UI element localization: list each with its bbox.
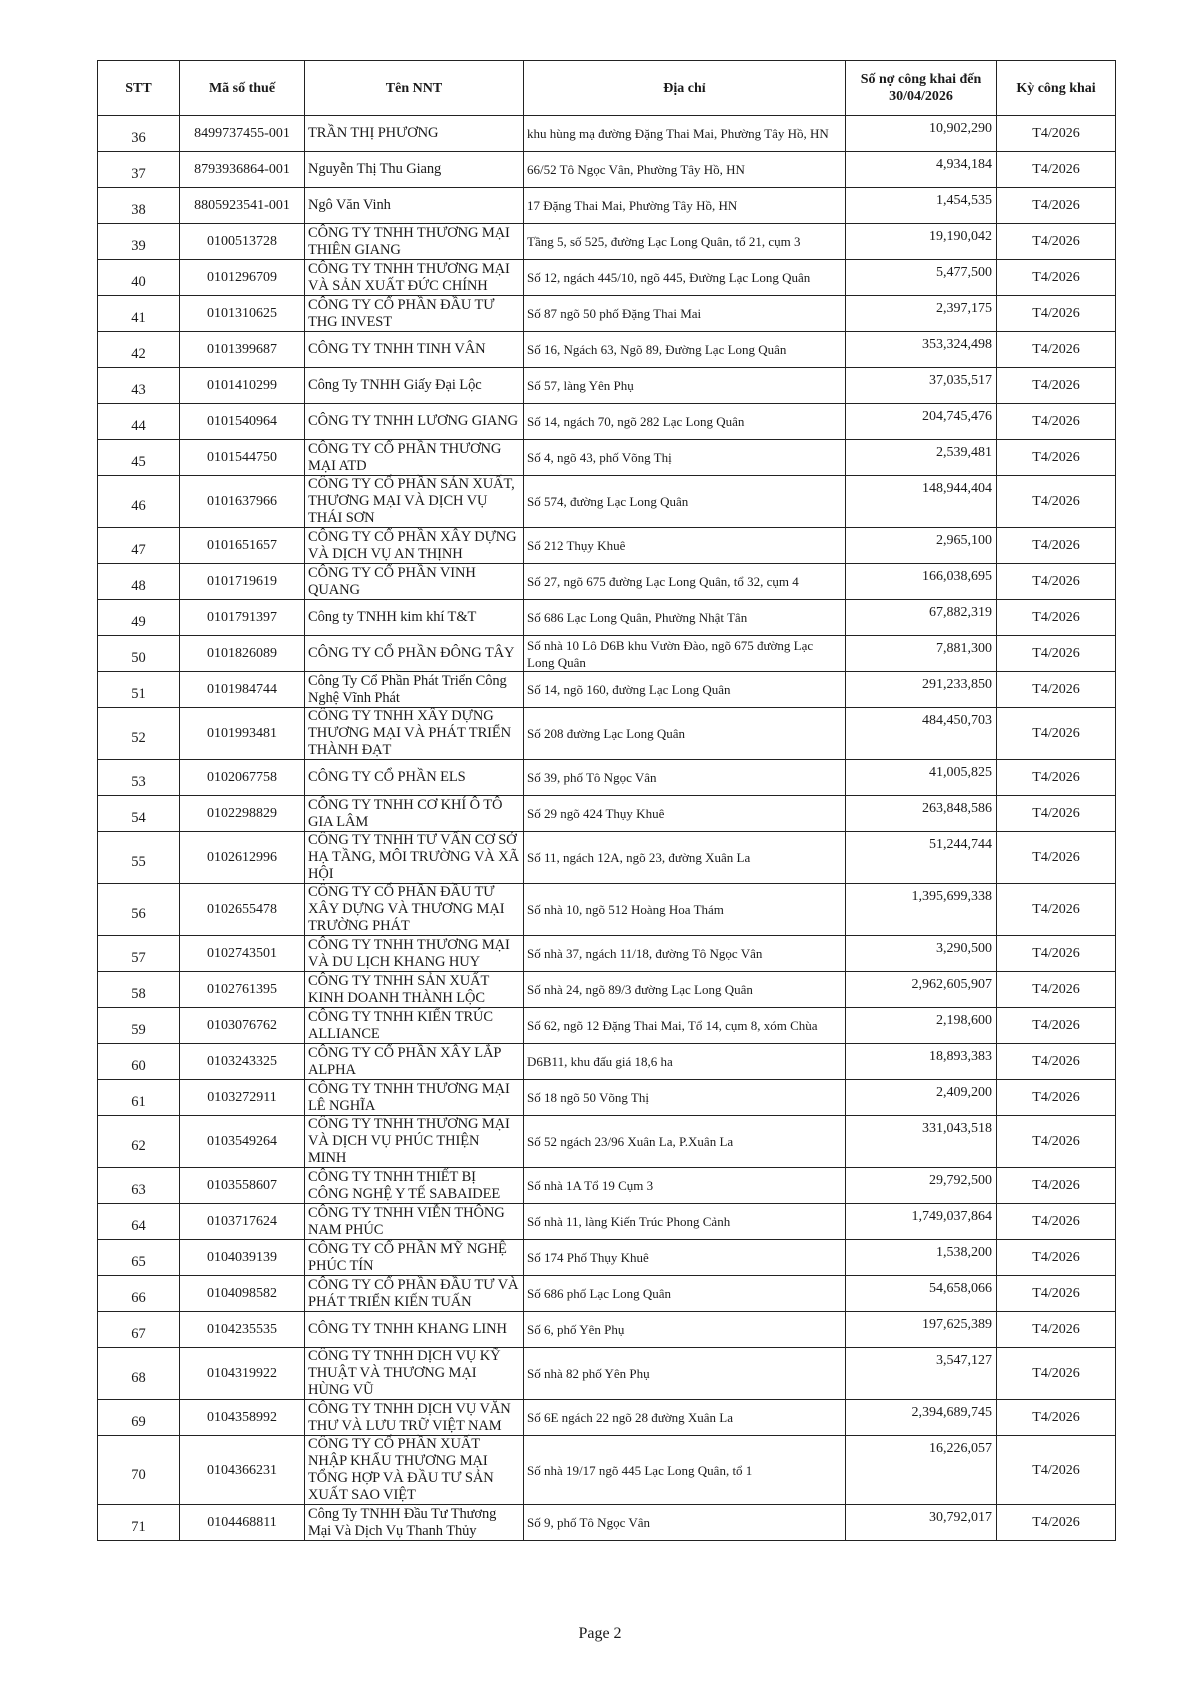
period-cell: T4/2026 bbox=[997, 260, 1116, 296]
table-row bbox=[98, 564, 1116, 600]
debt-amount-cell: 1,395,699,338 bbox=[846, 884, 997, 936]
taxpayer-name-cell: Công Ty TNHH Đầu Tư Thương Mại Và Dịch Vụ Thanh Thủy bbox=[305, 1505, 524, 1541]
taxpayer-name-cell: CÔNG TY TNHH THƯƠNG MẠI VÀ DU LỊCH KHANG HUY bbox=[305, 936, 524, 972]
period-cell: T4/2026 bbox=[997, 672, 1116, 708]
tax-code-cell: 0104319922 bbox=[180, 1348, 305, 1400]
period-cell: T4/2026 bbox=[997, 1312, 1116, 1348]
address-cell: Số 29 ngõ 424 Thụy Khuê bbox=[524, 796, 846, 832]
tax-code-cell: 8805923541-001 bbox=[180, 188, 305, 224]
debt-amount-cell: 166,038,695 bbox=[846, 564, 997, 600]
taxpayer-name-cell: CÔNG TY TNHH DỊCH VỤ VĂN THƯ VÀ LƯU TRỮ VIỆT NAM bbox=[305, 1400, 524, 1436]
stt-cell: 45 bbox=[98, 440, 180, 476]
stt-cell: 70 bbox=[98, 1436, 180, 1505]
stt-cell: 41 bbox=[98, 296, 180, 332]
address-cell: Số nhà 24, ngõ 89/3 đường Lạc Long Quân bbox=[524, 972, 846, 1008]
table-row bbox=[98, 404, 1116, 440]
stt-cell: 68 bbox=[98, 1348, 180, 1400]
period-cell: T4/2026 bbox=[997, 936, 1116, 972]
tax-code-cell: 0104468811 bbox=[180, 1505, 305, 1541]
period-cell: T4/2026 bbox=[997, 476, 1116, 528]
stt-cell: 61 bbox=[98, 1080, 180, 1116]
tax-code-cell: 0103558607 bbox=[180, 1168, 305, 1204]
table-row bbox=[98, 1080, 1116, 1116]
taxpayer-name-cell: Công Ty Cổ Phần Phát Triển Công Nghệ Vĩnh Phát bbox=[305, 672, 524, 708]
stt-cell: 51 bbox=[98, 672, 180, 708]
stt-cell: 63 bbox=[98, 1168, 180, 1204]
tax-code-cell: 0103549264 bbox=[180, 1116, 305, 1168]
table-row bbox=[98, 476, 1116, 528]
table-row bbox=[98, 796, 1116, 832]
address-cell: Số 6, phố Yên Phụ bbox=[524, 1312, 846, 1348]
tax-code-cell: 0103076762 bbox=[180, 1008, 305, 1044]
debt-amount-cell: 2,397,175 bbox=[846, 296, 997, 332]
taxpayer-name-cell: CÔNG TY CỔ PHẦN XÂY LẮP ALPHA bbox=[305, 1044, 524, 1080]
table-row bbox=[98, 224, 1116, 260]
tax-code-cell: 0104098582 bbox=[180, 1276, 305, 1312]
tax-code-cell: 0101984744 bbox=[180, 672, 305, 708]
period-cell: T4/2026 bbox=[997, 1008, 1116, 1044]
tax-code-cell: 0104039139 bbox=[180, 1240, 305, 1276]
taxpayer-name-cell: CÔNG TY TNHH SẢN XUẤT KINH DOANH THÀNH LỘC bbox=[305, 972, 524, 1008]
taxpayer-name-cell: CÔNG TY CỔ PHẦN THƯƠNG MẠI ATD bbox=[305, 440, 524, 476]
period-cell: T4/2026 bbox=[997, 636, 1116, 672]
stt-cell: 44 bbox=[98, 404, 180, 440]
debt-amount-cell: 7,881,300 bbox=[846, 636, 997, 672]
taxpayer-name-cell: CÔNG TY TNHH VIỄN THÔNG NAM PHÚC bbox=[305, 1204, 524, 1240]
table-row bbox=[98, 1116, 1116, 1168]
tax-code-cell: 0103243325 bbox=[180, 1044, 305, 1080]
stt-cell: 66 bbox=[98, 1276, 180, 1312]
stt-cell: 46 bbox=[98, 476, 180, 528]
tax-code-cell: 0102298829 bbox=[180, 796, 305, 832]
address-cell: Số 11, ngách 12A, ngõ 23, đường Xuân La bbox=[524, 832, 846, 884]
debt-amount-cell: 5,477,500 bbox=[846, 260, 997, 296]
table-row bbox=[98, 600, 1116, 636]
taxpayer-name-cell: CÔNG TY TNHH DỊCH VỤ KỸ THUẬT VÀ THƯƠNG MẠI HÙNG VŨ bbox=[305, 1348, 524, 1400]
address-cell: Số nhà 10, ngõ 512 Hoàng Hoa Thám bbox=[524, 884, 846, 936]
debt-amount-cell: 353,324,498 bbox=[846, 332, 997, 368]
address-cell: Số 87 ngõ 50 phố Đặng Thai Mai bbox=[524, 296, 846, 332]
period-cell: T4/2026 bbox=[997, 760, 1116, 796]
address-cell: Số 686 phố Lạc Long Quân bbox=[524, 1276, 846, 1312]
taxpayer-name-cell: Công Ty TNHH Giấy Đại Lộc bbox=[305, 368, 524, 404]
table-row bbox=[98, 440, 1116, 476]
period-cell: T4/2026 bbox=[997, 1276, 1116, 1312]
taxpayer-name-cell: CÔNG TY CỔ PHẦN ELS bbox=[305, 760, 524, 796]
tax-code-cell: 0101651657 bbox=[180, 528, 305, 564]
debt-amount-cell: 1,454,535 bbox=[846, 188, 997, 224]
address-cell: Số nhà 10 Lô D6B khu Vườn Đào, ngõ 675 đường Lạc Long Quân bbox=[524, 636, 846, 672]
taxpayer-name-cell: CÔNG TY CỔ PHẦN XUẤT NHẬP KHẨU THƯƠNG MẠI TỔNG HỢP VÀ ĐẦU TƯ SẢN XUẤT SAO VIỆT bbox=[305, 1436, 524, 1505]
address-cell: Số 6E ngách 22 ngõ 28 đường Xuân La bbox=[524, 1400, 846, 1436]
debt-amount-cell: 51,244,744 bbox=[846, 832, 997, 884]
address-cell: Số 16, Ngách 63, Ngõ 89, Đường Lạc Long Quân bbox=[524, 332, 846, 368]
table-row bbox=[98, 1168, 1116, 1204]
address-cell: Số 12, ngách 445/10, ngõ 445, Đường Lạc Long Quân bbox=[524, 260, 846, 296]
period-cell: T4/2026 bbox=[997, 296, 1116, 332]
table-row bbox=[98, 1276, 1116, 1312]
period-cell: T4/2026 bbox=[997, 188, 1116, 224]
tax-code-cell: 0101791397 bbox=[180, 600, 305, 636]
table-row bbox=[98, 1400, 1116, 1436]
table-row bbox=[98, 528, 1116, 564]
table-row bbox=[98, 672, 1116, 708]
stt-cell: 65 bbox=[98, 1240, 180, 1276]
table-body bbox=[98, 116, 1116, 1541]
header-address: Địa chỉ bbox=[524, 61, 846, 116]
table-header bbox=[98, 61, 1116, 116]
stt-cell: 37 bbox=[98, 152, 180, 188]
taxpayer-name-cell: Nguyễn Thị Thu Giang bbox=[305, 152, 524, 188]
period-cell: T4/2026 bbox=[997, 832, 1116, 884]
table-row bbox=[98, 332, 1116, 368]
tax-code-cell: 0101719619 bbox=[180, 564, 305, 600]
taxpayer-name-cell: CÔNG TY CỔ PHẦN VINH QUANG bbox=[305, 564, 524, 600]
period-cell: T4/2026 bbox=[997, 332, 1116, 368]
table-row bbox=[98, 636, 1116, 672]
debt-amount-cell: 3,290,500 bbox=[846, 936, 997, 972]
table-row bbox=[98, 1240, 1116, 1276]
table-row bbox=[98, 116, 1116, 152]
address-cell: Số 52 ngách 23/96 Xuân La, P.Xuân La bbox=[524, 1116, 846, 1168]
taxpayer-name-cell: CÔNG TY TNHH TƯ VẤN CƠ SỞ HẠ TẦNG, MÔI TRƯỜNG VÀ XÃ HỘI bbox=[305, 832, 524, 884]
table-row bbox=[98, 972, 1116, 1008]
tax-code-cell: 0101410299 bbox=[180, 368, 305, 404]
address-cell: Số 9, phố Tô Ngọc Vân bbox=[524, 1505, 846, 1541]
debt-amount-cell: 16,226,057 bbox=[846, 1436, 997, 1505]
tax-debt-table-sheet bbox=[97, 60, 1115, 1541]
tax-code-cell: 0101993481 bbox=[180, 708, 305, 760]
taxpayer-name-cell: CÔNG TY CỔ PHẦN XÂY DỰNG VÀ DỊCH VỤ AN THỊNH bbox=[305, 528, 524, 564]
period-cell: T4/2026 bbox=[997, 1044, 1116, 1080]
debt-amount-cell: 37,035,517 bbox=[846, 368, 997, 404]
period-cell: T4/2026 bbox=[997, 1168, 1116, 1204]
address-cell: Số 574, đường Lạc Long Quân bbox=[524, 476, 846, 528]
stt-cell: 53 bbox=[98, 760, 180, 796]
address-cell: Số nhà 19/17 ngõ 445 Lạc Long Quân, tổ 1 bbox=[524, 1436, 846, 1505]
stt-cell: 39 bbox=[98, 224, 180, 260]
debt-amount-cell: 41,005,825 bbox=[846, 760, 997, 796]
debt-amount-cell: 148,944,404 bbox=[846, 476, 997, 528]
period-cell: T4/2026 bbox=[997, 972, 1116, 1008]
address-cell: Số 18 ngõ 50 Võng Thị bbox=[524, 1080, 846, 1116]
table-row bbox=[98, 1436, 1116, 1505]
tax-code-cell: 8499737455-001 bbox=[180, 116, 305, 152]
stt-cell: 54 bbox=[98, 796, 180, 832]
table-row bbox=[98, 1312, 1116, 1348]
debt-amount-cell: 204,745,476 bbox=[846, 404, 997, 440]
period-cell: T4/2026 bbox=[997, 368, 1116, 404]
address-cell: D6B11, khu đấu giá 18,6 ha bbox=[524, 1044, 846, 1080]
tax-code-cell: 0101296709 bbox=[180, 260, 305, 296]
debt-amount-cell: 291,233,850 bbox=[846, 672, 997, 708]
address-cell: Số 208 đường Lạc Long Quân bbox=[524, 708, 846, 760]
taxpayer-name-cell: CÔNG TY TNHH THƯƠNG MẠI LÊ NGHĨA bbox=[305, 1080, 524, 1116]
address-cell: Số 62, ngõ 12 Đặng Thai Mai, Tổ 14, cụm 8, xóm Chùa bbox=[524, 1008, 846, 1044]
stt-cell: 48 bbox=[98, 564, 180, 600]
taxpayer-name-cell: CÔNG TY TNHH XÂY DỰNG THƯƠNG MẠI VÀ PHÁT TRIỂN THÀNH ĐẠT bbox=[305, 708, 524, 760]
table-row bbox=[98, 1505, 1116, 1541]
table-row bbox=[98, 1044, 1116, 1080]
taxpayer-name-cell: CÔNG TY CỔ PHẦN ĐẦU TƯ THG INVEST bbox=[305, 296, 524, 332]
address-cell: Số 39, phố Tô Ngọc Vân bbox=[524, 760, 846, 796]
header-taxpayer-name: Tên NNT bbox=[305, 61, 524, 116]
taxpayer-name-cell: CÔNG TY CỔ PHẦN ĐẦU TƯ XÂY DỰNG VÀ THƯƠNG MẠI TRƯỜNG PHÁT bbox=[305, 884, 524, 936]
table-row bbox=[98, 296, 1116, 332]
taxpayer-name-cell: CÔNG TY TNHH TINH VÂN bbox=[305, 332, 524, 368]
debt-amount-cell: 2,962,605,907 bbox=[846, 972, 997, 1008]
period-cell: T4/2026 bbox=[997, 116, 1116, 152]
table-row bbox=[98, 708, 1116, 760]
debt-amount-cell: 197,625,389 bbox=[846, 1312, 997, 1348]
stt-cell: 50 bbox=[98, 636, 180, 672]
stt-cell: 67 bbox=[98, 1312, 180, 1348]
debt-amount-cell: 30,792,017 bbox=[846, 1505, 997, 1541]
period-cell: T4/2026 bbox=[997, 796, 1116, 832]
taxpayer-name-cell: CÔNG TY CỔ PHẦN ĐÔNG TÂY bbox=[305, 636, 524, 672]
taxpayer-name-cell: CÔNG TY TNHH THƯƠNG MẠI VÀ DỊCH VỤ PHÚC THIỆN MINH bbox=[305, 1116, 524, 1168]
taxpayer-name-cell: CÔNG TY TNHH THIẾT BỊ CÔNG NGHỆ Y TẾ SABAIDEE bbox=[305, 1168, 524, 1204]
debt-amount-cell: 2,965,100 bbox=[846, 528, 997, 564]
table-row bbox=[98, 260, 1116, 296]
address-cell: Số nhà 82 phố Yên Phụ bbox=[524, 1348, 846, 1400]
header-row bbox=[98, 61, 1116, 116]
table-row bbox=[98, 884, 1116, 936]
period-cell: T4/2026 bbox=[997, 224, 1116, 260]
stt-cell: 56 bbox=[98, 884, 180, 936]
tax-debt-table bbox=[97, 60, 1116, 1541]
address-cell: Tầng 5, số 525, đường Lạc Long Quân, tổ 21, cụm 3 bbox=[524, 224, 846, 260]
debt-amount-cell: 331,043,518 bbox=[846, 1116, 997, 1168]
stt-cell: 36 bbox=[98, 116, 180, 152]
period-cell: T4/2026 bbox=[997, 1080, 1116, 1116]
tax-code-cell: 0100513728 bbox=[180, 224, 305, 260]
tax-code-cell: 0103272911 bbox=[180, 1080, 305, 1116]
stt-cell: 43 bbox=[98, 368, 180, 404]
stt-cell: 38 bbox=[98, 188, 180, 224]
stt-cell: 49 bbox=[98, 600, 180, 636]
address-cell: 17 Đặng Thai Mai, Phường Tây Hồ, HN bbox=[524, 188, 846, 224]
taxpayer-name-cell: Công ty TNHH kim khí T&T bbox=[305, 600, 524, 636]
stt-cell: 42 bbox=[98, 332, 180, 368]
address-cell: khu hùng mạ đường Đặng Thai Mai, Phường Tây Hồ, HN bbox=[524, 116, 846, 152]
stt-cell: 60 bbox=[98, 1044, 180, 1080]
header-tax-code: Mã số thuế bbox=[180, 61, 305, 116]
tax-code-cell: 0102743501 bbox=[180, 936, 305, 972]
stt-cell: 47 bbox=[98, 528, 180, 564]
debt-amount-cell: 19,190,042 bbox=[846, 224, 997, 260]
debt-amount-cell: 2,394,689,745 bbox=[846, 1400, 997, 1436]
taxpayer-name-cell: Ngô Văn Vinh bbox=[305, 188, 524, 224]
address-cell: Số 27, ngõ 675 đường Lạc Long Quân, tổ 32, cụm 4 bbox=[524, 564, 846, 600]
table-row bbox=[98, 1204, 1116, 1240]
tax-code-cell: 0102612996 bbox=[180, 832, 305, 884]
tax-code-cell: 0104235535 bbox=[180, 1312, 305, 1348]
taxpayer-name-cell: CÔNG TY CỔ PHẦN ĐẦU TƯ VÀ PHÁT TRIỂN KIẾN TUẤN bbox=[305, 1276, 524, 1312]
taxpayer-name-cell: TRẦN THỊ PHƯƠNG bbox=[305, 116, 524, 152]
debt-amount-cell: 484,450,703 bbox=[846, 708, 997, 760]
stt-cell: 64 bbox=[98, 1204, 180, 1240]
period-cell: T4/2026 bbox=[997, 1348, 1116, 1400]
stt-cell: 55 bbox=[98, 832, 180, 884]
address-cell: Số nhà 37, ngách 11/18, đường Tô Ngọc Vân bbox=[524, 936, 846, 972]
period-cell: T4/2026 bbox=[997, 1436, 1116, 1505]
debt-amount-cell: 1,538,200 bbox=[846, 1240, 997, 1276]
debt-amount-cell: 2,409,200 bbox=[846, 1080, 997, 1116]
debt-amount-cell: 4,934,184 bbox=[846, 152, 997, 188]
address-cell: Số 174 Phố Thụy Khuê bbox=[524, 1240, 846, 1276]
address-cell: Số 212 Thụy Khuê bbox=[524, 528, 846, 564]
period-cell: T4/2026 bbox=[997, 1505, 1116, 1541]
period-cell: T4/2026 bbox=[997, 1204, 1116, 1240]
stt-cell: 52 bbox=[98, 708, 180, 760]
taxpayer-name-cell: CÔNG TY TNHH THƯƠNG MẠI VÀ SẢN XUẤT ĐỨC CHÍNH bbox=[305, 260, 524, 296]
tax-code-cell: 0101399687 bbox=[180, 332, 305, 368]
tax-code-cell: 0102761395 bbox=[180, 972, 305, 1008]
page-number: Page 2 bbox=[578, 1625, 622, 1642]
tax-code-cell: 0101637966 bbox=[180, 476, 305, 528]
stt-cell: 57 bbox=[98, 936, 180, 972]
address-cell: Số 4, ngõ 43, phố Võng Thị bbox=[524, 440, 846, 476]
stt-cell: 62 bbox=[98, 1116, 180, 1168]
tax-code-cell: 0101826089 bbox=[180, 636, 305, 672]
debt-amount-cell: 263,848,586 bbox=[846, 796, 997, 832]
header-period: Kỳ công khai bbox=[997, 61, 1116, 116]
debt-amount-cell: 3,547,127 bbox=[846, 1348, 997, 1400]
address-cell: Số 686 Lạc Long Quân, Phường Nhật Tân bbox=[524, 600, 846, 636]
table-row bbox=[98, 368, 1116, 404]
taxpayer-name-cell: CÔNG TY CỔ PHẦN SẢN XUẤT, THƯƠNG MẠI VÀ DỊCH VỤ THÁI SƠN bbox=[305, 476, 524, 528]
address-cell: Số 14, ngách 70, ngõ 282 Lạc Long Quân bbox=[524, 404, 846, 440]
debt-amount-cell: 54,658,066 bbox=[846, 1276, 997, 1312]
table-row bbox=[98, 760, 1116, 796]
stt-cell: 58 bbox=[98, 972, 180, 1008]
stt-cell: 71 bbox=[98, 1505, 180, 1541]
period-cell: T4/2026 bbox=[997, 1116, 1116, 1168]
tax-code-cell: 0101544750 bbox=[180, 440, 305, 476]
taxpayer-name-cell: CÔNG TY TNHH LƯƠNG GIANG bbox=[305, 404, 524, 440]
taxpayer-name-cell: CÔNG TY TNHH KIẾN TRÚC ALLIANCE bbox=[305, 1008, 524, 1044]
stt-cell: 40 bbox=[98, 260, 180, 296]
address-cell: 66/52 Tô Ngọc Vân, Phường Tây Hồ, HN bbox=[524, 152, 846, 188]
table-row bbox=[98, 188, 1116, 224]
stt-cell: 59 bbox=[98, 1008, 180, 1044]
tax-code-cell: 0101310625 bbox=[180, 296, 305, 332]
table-row bbox=[98, 936, 1116, 972]
address-cell: Số 14, ngõ 160, đường Lạc Long Quân bbox=[524, 672, 846, 708]
address-cell: Số nhà 1A Tổ 19 Cụm 3 bbox=[524, 1168, 846, 1204]
tax-code-cell: 0102655478 bbox=[180, 884, 305, 936]
debt-amount-cell: 2,539,481 bbox=[846, 440, 997, 476]
period-cell: T4/2026 bbox=[997, 152, 1116, 188]
debt-amount-cell: 67,882,319 bbox=[846, 600, 997, 636]
period-cell: T4/2026 bbox=[997, 1400, 1116, 1436]
period-cell: T4/2026 bbox=[997, 600, 1116, 636]
tax-code-cell: 0101540964 bbox=[180, 404, 305, 440]
header-stt: STT bbox=[98, 61, 180, 116]
period-cell: T4/2026 bbox=[997, 528, 1116, 564]
period-cell: T4/2026 bbox=[997, 404, 1116, 440]
debt-amount-cell: 18,893,383 bbox=[846, 1044, 997, 1080]
tax-code-cell: 0104358992 bbox=[180, 1400, 305, 1436]
address-cell: Số nhà 11, làng Kiến Trúc Phong Cảnh bbox=[524, 1204, 846, 1240]
debt-amount-cell: 2,198,600 bbox=[846, 1008, 997, 1044]
debt-amount-cell: 1,749,037,864 bbox=[846, 1204, 997, 1240]
period-cell: T4/2026 bbox=[997, 884, 1116, 936]
taxpayer-name-cell: CÔNG TY TNHH CƠ KHÍ Ô TÔ GIA LÂM bbox=[305, 796, 524, 832]
taxpayer-name-cell: CÔNG TY CỔ PHẦN MỸ NGHỆ PHÚC TÍN bbox=[305, 1240, 524, 1276]
period-cell: T4/2026 bbox=[997, 708, 1116, 760]
table-row bbox=[98, 1348, 1116, 1400]
debt-amount-cell: 10,902,290 bbox=[846, 116, 997, 152]
table-row bbox=[98, 1008, 1116, 1044]
taxpayer-name-cell: CÔNG TY TNHH THƯƠNG MẠI THIÊN GIANG bbox=[305, 224, 524, 260]
period-cell: T4/2026 bbox=[997, 440, 1116, 476]
tax-code-cell: 0102067758 bbox=[180, 760, 305, 796]
table-row bbox=[98, 152, 1116, 188]
stt-cell: 69 bbox=[98, 1400, 180, 1436]
period-cell: T4/2026 bbox=[997, 564, 1116, 600]
tax-code-cell: 0103717624 bbox=[180, 1204, 305, 1240]
header-debt-amount: Số nợ công khai đến 30/04/2026 bbox=[846, 61, 997, 116]
tax-code-cell: 0104366231 bbox=[180, 1436, 305, 1505]
tax-code-cell: 8793936864-001 bbox=[180, 152, 305, 188]
address-cell: Số 57, làng Yên Phụ bbox=[524, 368, 846, 404]
period-cell: T4/2026 bbox=[997, 1240, 1116, 1276]
taxpayer-name-cell: CÔNG TY TNHH KHANG LINH bbox=[305, 1312, 524, 1348]
debt-amount-cell: 29,792,500 bbox=[846, 1168, 997, 1204]
table-row bbox=[98, 832, 1116, 884]
